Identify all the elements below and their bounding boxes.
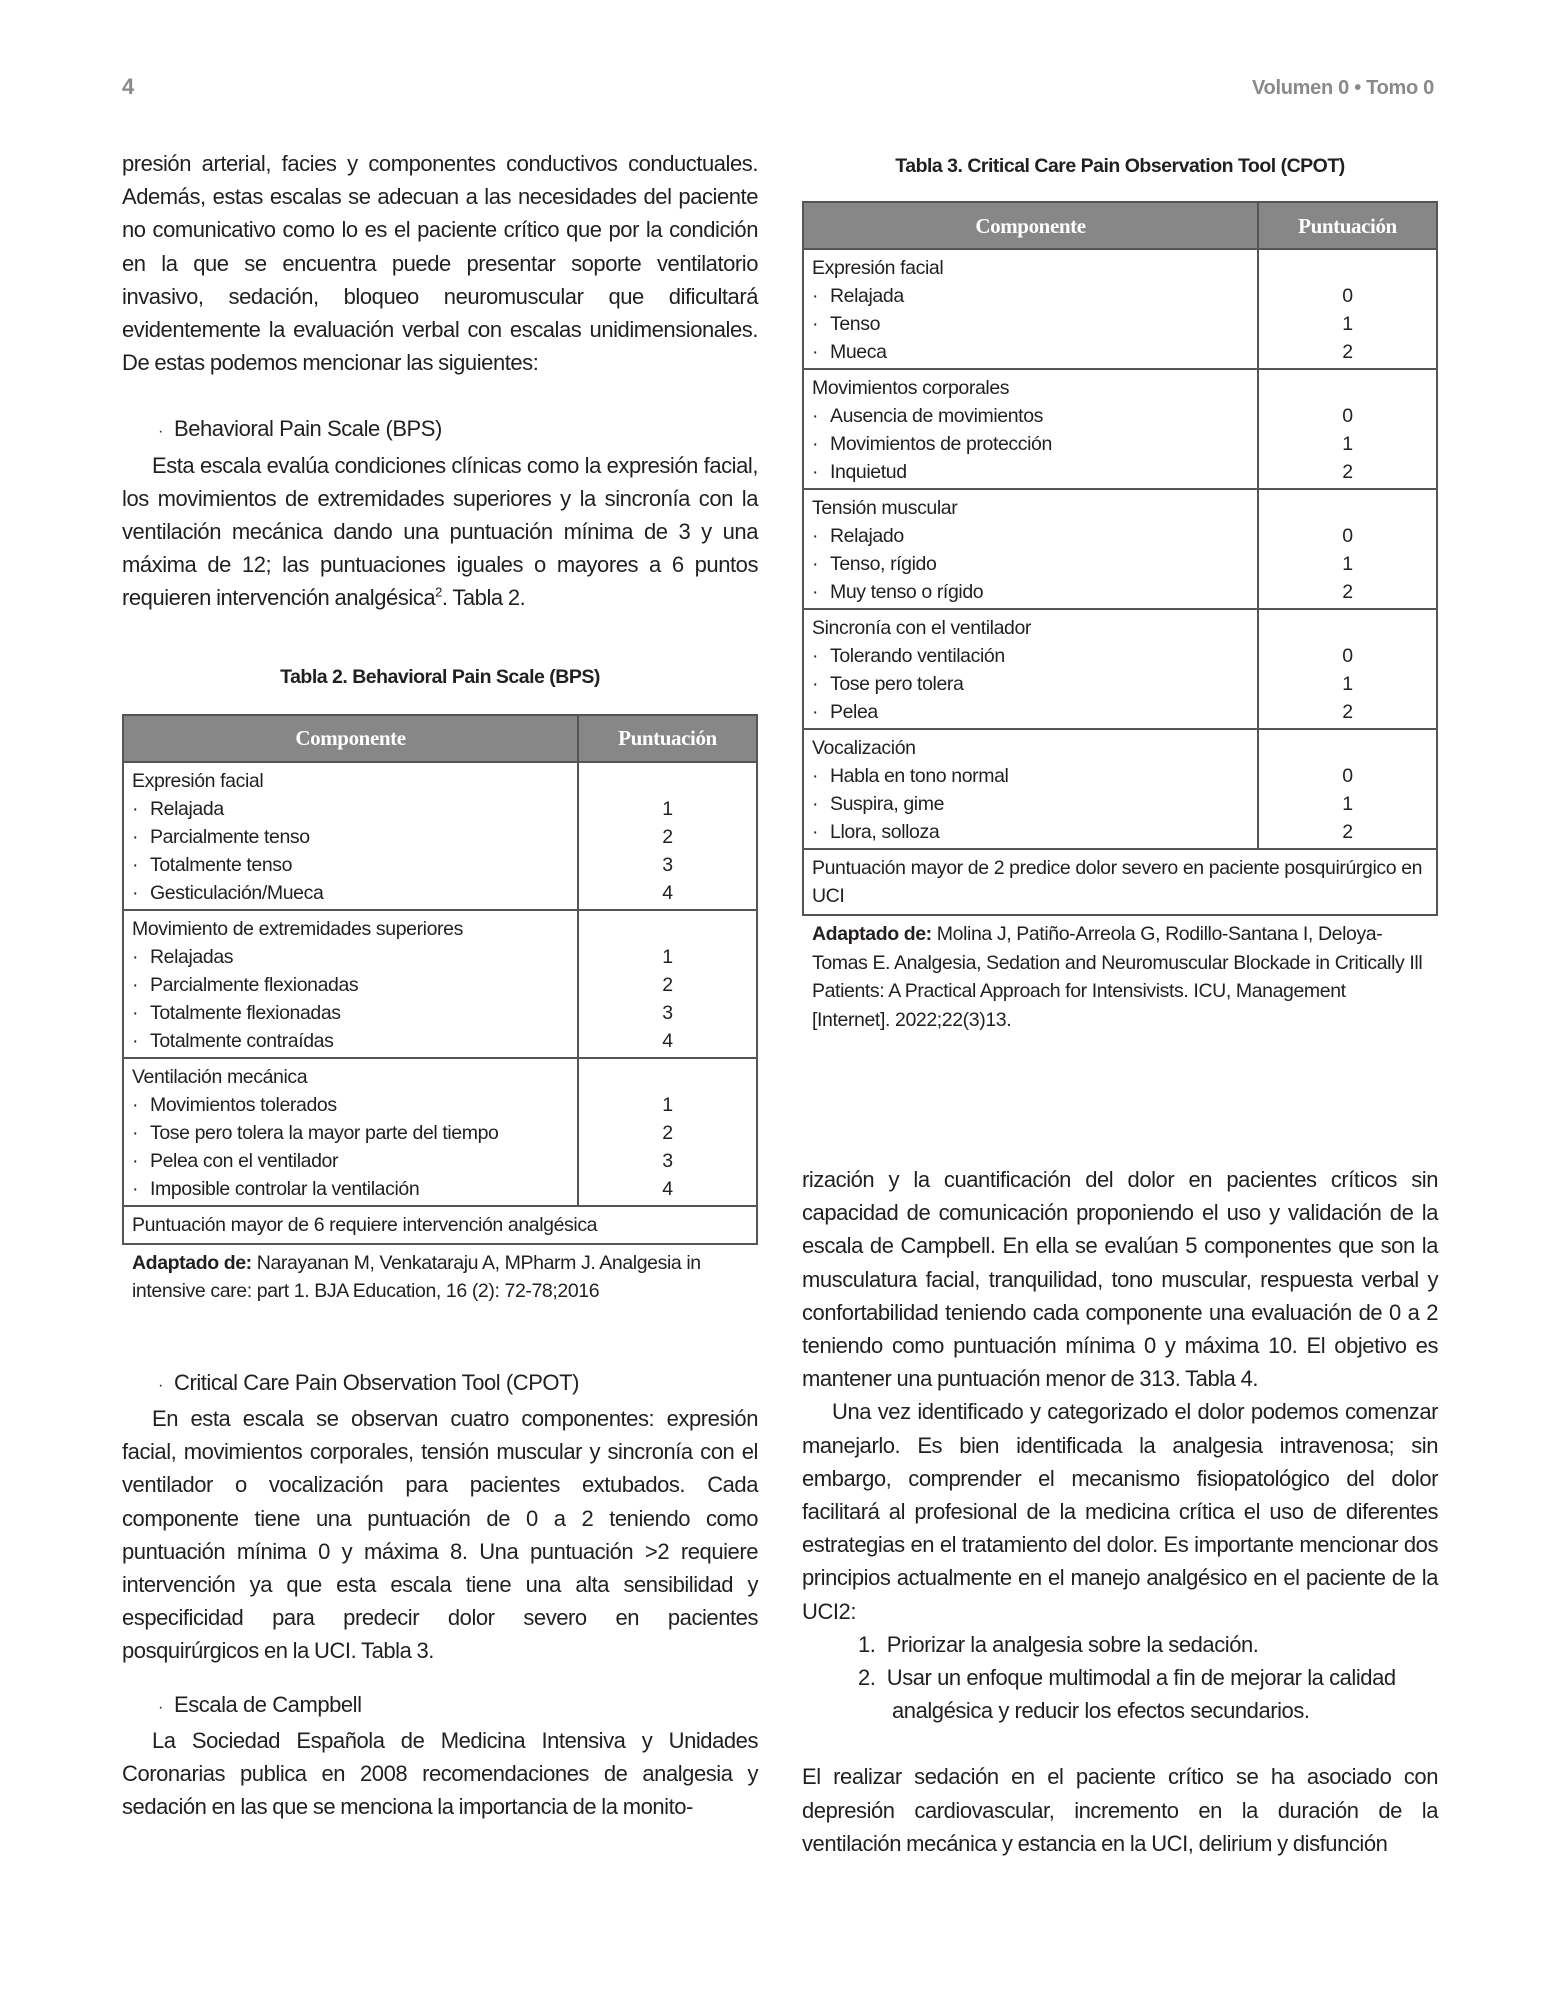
cpot-paragraph: En esta escala se observan cuatro componentes: expresión facial, movimientos corporales, tensión muscular y sincronía con el ventilador o vocalización para pacientes extubados. Cada componente tiene una puntuación de 0 a 2 teniendo como puntuación mínima 0 y máxima 8. Una puntuación >2 requiere intervención ya que esta escala tiene una alta sensibilidad y especificidad para predecir dolor severo en pacientes posquirúrgicos en la UCI. Tabla 3. <box>122 1406 758 1664</box>
score-value: 1 <box>1342 673 1353 696</box>
score-value: 3 <box>662 853 673 876</box>
cpot-heading: · Critical Care Pain Observation Tool (CPOT) <box>122 1366 758 1402</box>
criterion-item: · Tenso <box>812 310 1249 338</box>
left-column <box>122 147 758 1823</box>
criterion-item: · Inquietud <box>812 458 1249 486</box>
bullet-icon: · <box>812 525 819 548</box>
score-value: 0 <box>1342 285 1353 308</box>
bullet-icon: · <box>132 945 139 968</box>
bullet-icon: · <box>132 881 139 904</box>
score-value: 1 <box>1342 433 1353 456</box>
score-value: 1 <box>1342 553 1353 576</box>
management-paragraph: Una vez identificado y categorizado el dolor podemos comenzar manejarlo. Es bien identificada la analgesia intravenosa; sin embargo, comprender el mecanismo fisiopatológico del dolor facilitará al profesional de la medicina crítica el uso de diferentes estrategias en el tratamiento del dolor. Es importante mencionar dos principios actualmente en el manejo analgésico en el paciente de la UCI2: <box>802 1399 1438 1624</box>
bullet-icon: · <box>132 973 139 996</box>
component-name: Vocalización <box>812 737 916 760</box>
bullet-icon: · <box>132 825 139 848</box>
criterion-item: · Movimientos de protección <box>812 430 1249 458</box>
score-value: 3 <box>662 1001 673 1024</box>
score-cell <box>1258 249 1437 369</box>
component-name: Sincronía con el ventilador <box>812 617 1032 640</box>
component-name: Movimientos corporales <box>812 377 1010 400</box>
bullet-icon: · <box>812 553 819 576</box>
table-row <box>803 489 1437 609</box>
bullet-icon: · <box>132 1093 139 1116</box>
citation-superscript: 2 <box>435 585 442 601</box>
bullet-icon: · <box>812 701 819 724</box>
component-cell <box>123 1058 578 1206</box>
score-value: 3 <box>662 1149 673 1172</box>
bullet-icon: · <box>132 1029 139 1052</box>
bullet-icon: · <box>812 313 819 336</box>
table3-title: Tabla 3. Critical Care Pain Observation Tool (CPOT) <box>895 155 1345 177</box>
bps-paragraph: Esta escala evalúa condiciones clínicas como la expresión facial, los movimientos de extremidades superiores y la sincronía con la ventilación mecánica dando una puntuación mínima de 3 y una máxima de 12; las puntuaciones iguales o mayores a 6 puntos requieren intervención analgésica$^2$. Tabla 2. <box>122 452 758 611</box>
score-value: 2 <box>1342 341 1353 364</box>
criterion-item: · Totalmente tenso <box>132 851 569 879</box>
component-name: Expresión facial <box>132 769 264 792</box>
table3-cpot <box>802 201 1438 916</box>
component-name: Ventilación mecánica <box>132 1065 308 1088</box>
table-row <box>123 1058 757 1206</box>
campbell-heading: · Escala de Campbell <box>122 1688 758 1724</box>
score-value: 1 <box>662 945 673 968</box>
bullet-icon: · <box>812 581 819 604</box>
criterion-item: · Mueca <box>812 338 1249 366</box>
bullet-icon: · <box>132 1149 139 1172</box>
principle-item: 1. Priorizar la analgesia sobre la sedación. <box>858 1631 1259 1657</box>
score-value: 1 <box>662 797 673 820</box>
component-name: Tensión muscular <box>812 497 958 520</box>
bullet-icon: · <box>812 341 819 364</box>
bullet-icon: · <box>812 673 819 696</box>
table-row <box>803 249 1437 369</box>
criterion-item: · Relajada <box>132 795 569 823</box>
score-value: 4 <box>662 1177 673 1200</box>
criterion-item: · Tose pero tolera <box>812 670 1249 698</box>
score-value: 2 <box>1342 821 1353 844</box>
campbell-continued-paragraph: rización y la cuantificación del dolor en pacientes críticos sin capacidad de comunicación proponiendo el uso y validación de la escala de Campbell. En ella se evalúan 5 componentes que son la musculatura facial, tranquilidad, tono muscular, respuesta verbal y confortabilidad teniendo cada componente una evaluación de 0 a 2 teniendo como puntuación mínima 0 y máxima 10. El objetivo es mantener una puntuación menor de 313. Tabla 4. <box>802 1167 1438 1392</box>
criterion-item: · Relajada <box>812 282 1249 310</box>
component-cell <box>803 609 1258 729</box>
component-cell <box>803 249 1258 369</box>
score-value: 2 <box>1342 701 1353 724</box>
intro-paragraph: presión arterial, facies y componentes conductivos conductuales. Además, estas escalas se adecuan a las necesidades del paciente no comunicativo como lo es el paciente crítico que por la condición en la que se encuentra puede presentar soporte ventilatorio invasivo, sedación, bloqueo neuromuscular que dificultará evidentemente la evaluación verbal con escalas unidimensionales. De estas podemos mencionar las siguientes: <box>122 151 758 376</box>
table-row <box>803 729 1437 849</box>
score-cell <box>1258 489 1437 609</box>
sedation-paragraph: El realizar sedación en el paciente crítico se ha asociado con depresión cardiovascular, incremento en la duración de la ventilación mecánica y estancia en la UCI, delirium y disfunción <box>802 1764 1438 1856</box>
campbell-paragraph: La Sociedad Española de Medicina Intensiva y Unidades Coronarias publica en 2008 recomendaciones de analgesia y sedación en las que se menciona la importancia de la monito- <box>122 1727 758 1820</box>
score-cell <box>1258 729 1437 849</box>
table3-footer: Puntuación mayor de 2 predice dolor severo en paciente posquirúrgico en UCI <box>803 849 1437 915</box>
criterion-item: · Pelea <box>812 698 1249 726</box>
criterion-item: · Movimientos tolerados <box>132 1091 569 1119</box>
score-value: 0 <box>1342 525 1353 548</box>
bullet-icon: · <box>812 461 819 484</box>
bullet-icon: · <box>812 433 819 456</box>
score-cell <box>578 762 757 910</box>
bps-heading: · Behavioral Pain Scale (BPS) <box>122 412 758 448</box>
score-cell <box>1258 369 1437 489</box>
score-value: 2 <box>662 1121 673 1144</box>
bullet-icon: · <box>132 853 139 876</box>
criterion-item: · Llora, solloza <box>812 818 1249 846</box>
bullet-icon: · <box>132 1001 139 1024</box>
component-cell <box>123 762 578 910</box>
bullet-icon: · <box>132 797 139 820</box>
table3-source: Adaptado de: Molina J, Patiño-Arreola G, Rodillo-Santana I, Deloya-Tomas E. Analgesia, Sedation and Neuromuscular Blockade in Critically Ill Patients: A Practical Approach for Intensivists. ICU, Management [Internet]. 2022;22(3)13. <box>812 923 1423 1031</box>
bullet-icon: · <box>812 821 819 844</box>
score-value: 1 <box>1342 793 1353 816</box>
bullet-icon: · <box>158 1376 163 1394</box>
criterion-item: · Ausencia de movimientos <box>812 402 1249 430</box>
bullet-icon: · <box>812 405 819 428</box>
table2-bps <box>122 714 758 1245</box>
score-cell <box>1258 609 1437 729</box>
table2-footer: Puntuación mayor de 6 requiere intervención analgésica <box>123 1206 757 1244</box>
bullet-icon: · <box>158 423 163 441</box>
component-cell <box>803 489 1258 609</box>
criterion-item: · Totalmente contraídas <box>132 1027 569 1055</box>
running-head: Volumen 0 • Tomo 0 <box>1252 77 1434 99</box>
criterion-item: · Muy tenso o rígido <box>812 578 1249 606</box>
score-value: 1 <box>662 1093 673 1116</box>
col-header-component: Componente <box>803 202 1258 249</box>
score-value: 2 <box>662 973 673 996</box>
criterion-item: · Imposible controlar la ventilación <box>132 1175 569 1203</box>
table2-source: Adaptado de: Narayanan M, Venkataraju A, MPharm J. Analgesia in intensive care: part 1. BJA Education, 16 (2): 72-78;2016 <box>132 1251 701 1303</box>
table-row <box>803 369 1437 489</box>
criterion-item: · Parcialmente tenso <box>132 823 569 851</box>
component-name: Expresión facial <box>812 257 944 280</box>
criterion-item: · Tose pero tolera la mayor parte del tiempo <box>132 1119 569 1147</box>
page-number: 4 <box>122 74 135 99</box>
component-name: Movimiento de extremidades superiores <box>132 917 463 940</box>
criterion-item: · Habla en tono normal <box>812 762 1249 790</box>
criterion-item: · Tenso, rígido <box>812 550 1249 578</box>
score-value: 0 <box>1342 645 1353 668</box>
score-value: 0 <box>1342 405 1353 428</box>
score-value: 0 <box>1342 765 1353 788</box>
table-row <box>123 762 757 910</box>
criterion-item: · Gesticulación/Mueca <box>132 879 569 907</box>
principle-item: 2. Usar un enfoque multimodal a fin de mejorar la calidad analgésica y reducir los efectos secundarios. <box>858 1665 1396 1724</box>
col-header-score: Puntuación <box>1258 202 1437 249</box>
score-value: 2 <box>662 825 673 848</box>
criterion-item: · Parcialmente flexionadas <box>132 971 569 999</box>
criterion-item: · Relajado <box>812 522 1249 550</box>
bullet-icon: · <box>132 1177 139 1200</box>
right-column-body <box>802 1163 1438 1860</box>
principles-list <box>802 1628 1438 1728</box>
bullet-icon: · <box>812 765 819 788</box>
table2-title: Tabla 2. Behavioral Pain Scale (BPS) <box>280 665 600 688</box>
score-value: 4 <box>662 881 673 904</box>
score-value: 2 <box>1342 581 1353 604</box>
criterion-item: · Totalmente flexionadas <box>132 999 569 1027</box>
component-cell <box>803 729 1258 849</box>
criterion-item: · Pelea con el ventilador <box>132 1147 569 1175</box>
score-value: 1 <box>1342 313 1353 336</box>
bullet-icon: · <box>812 645 819 668</box>
component-cell <box>123 910 578 1058</box>
right-column-top <box>802 150 1438 1034</box>
bullet-icon: · <box>132 1121 139 1144</box>
col-header-score: Puntuación <box>578 715 757 762</box>
criterion-item: · Tolerando ventilación <box>812 642 1249 670</box>
bullet-icon: · <box>158 1698 163 1716</box>
score-cell <box>578 910 757 1058</box>
bullet-icon: · <box>812 793 819 816</box>
table-row <box>123 910 757 1058</box>
criterion-item: · Relajadas <box>132 943 569 971</box>
table-row <box>803 609 1437 729</box>
score-value: 2 <box>1342 461 1353 484</box>
bullet-icon: · <box>812 285 819 308</box>
score-cell <box>578 1058 757 1206</box>
score-value: 4 <box>662 1029 673 1052</box>
col-header-component: Componente <box>123 715 578 762</box>
component-cell <box>803 369 1258 489</box>
criterion-item: · Suspira, gime <box>812 790 1249 818</box>
